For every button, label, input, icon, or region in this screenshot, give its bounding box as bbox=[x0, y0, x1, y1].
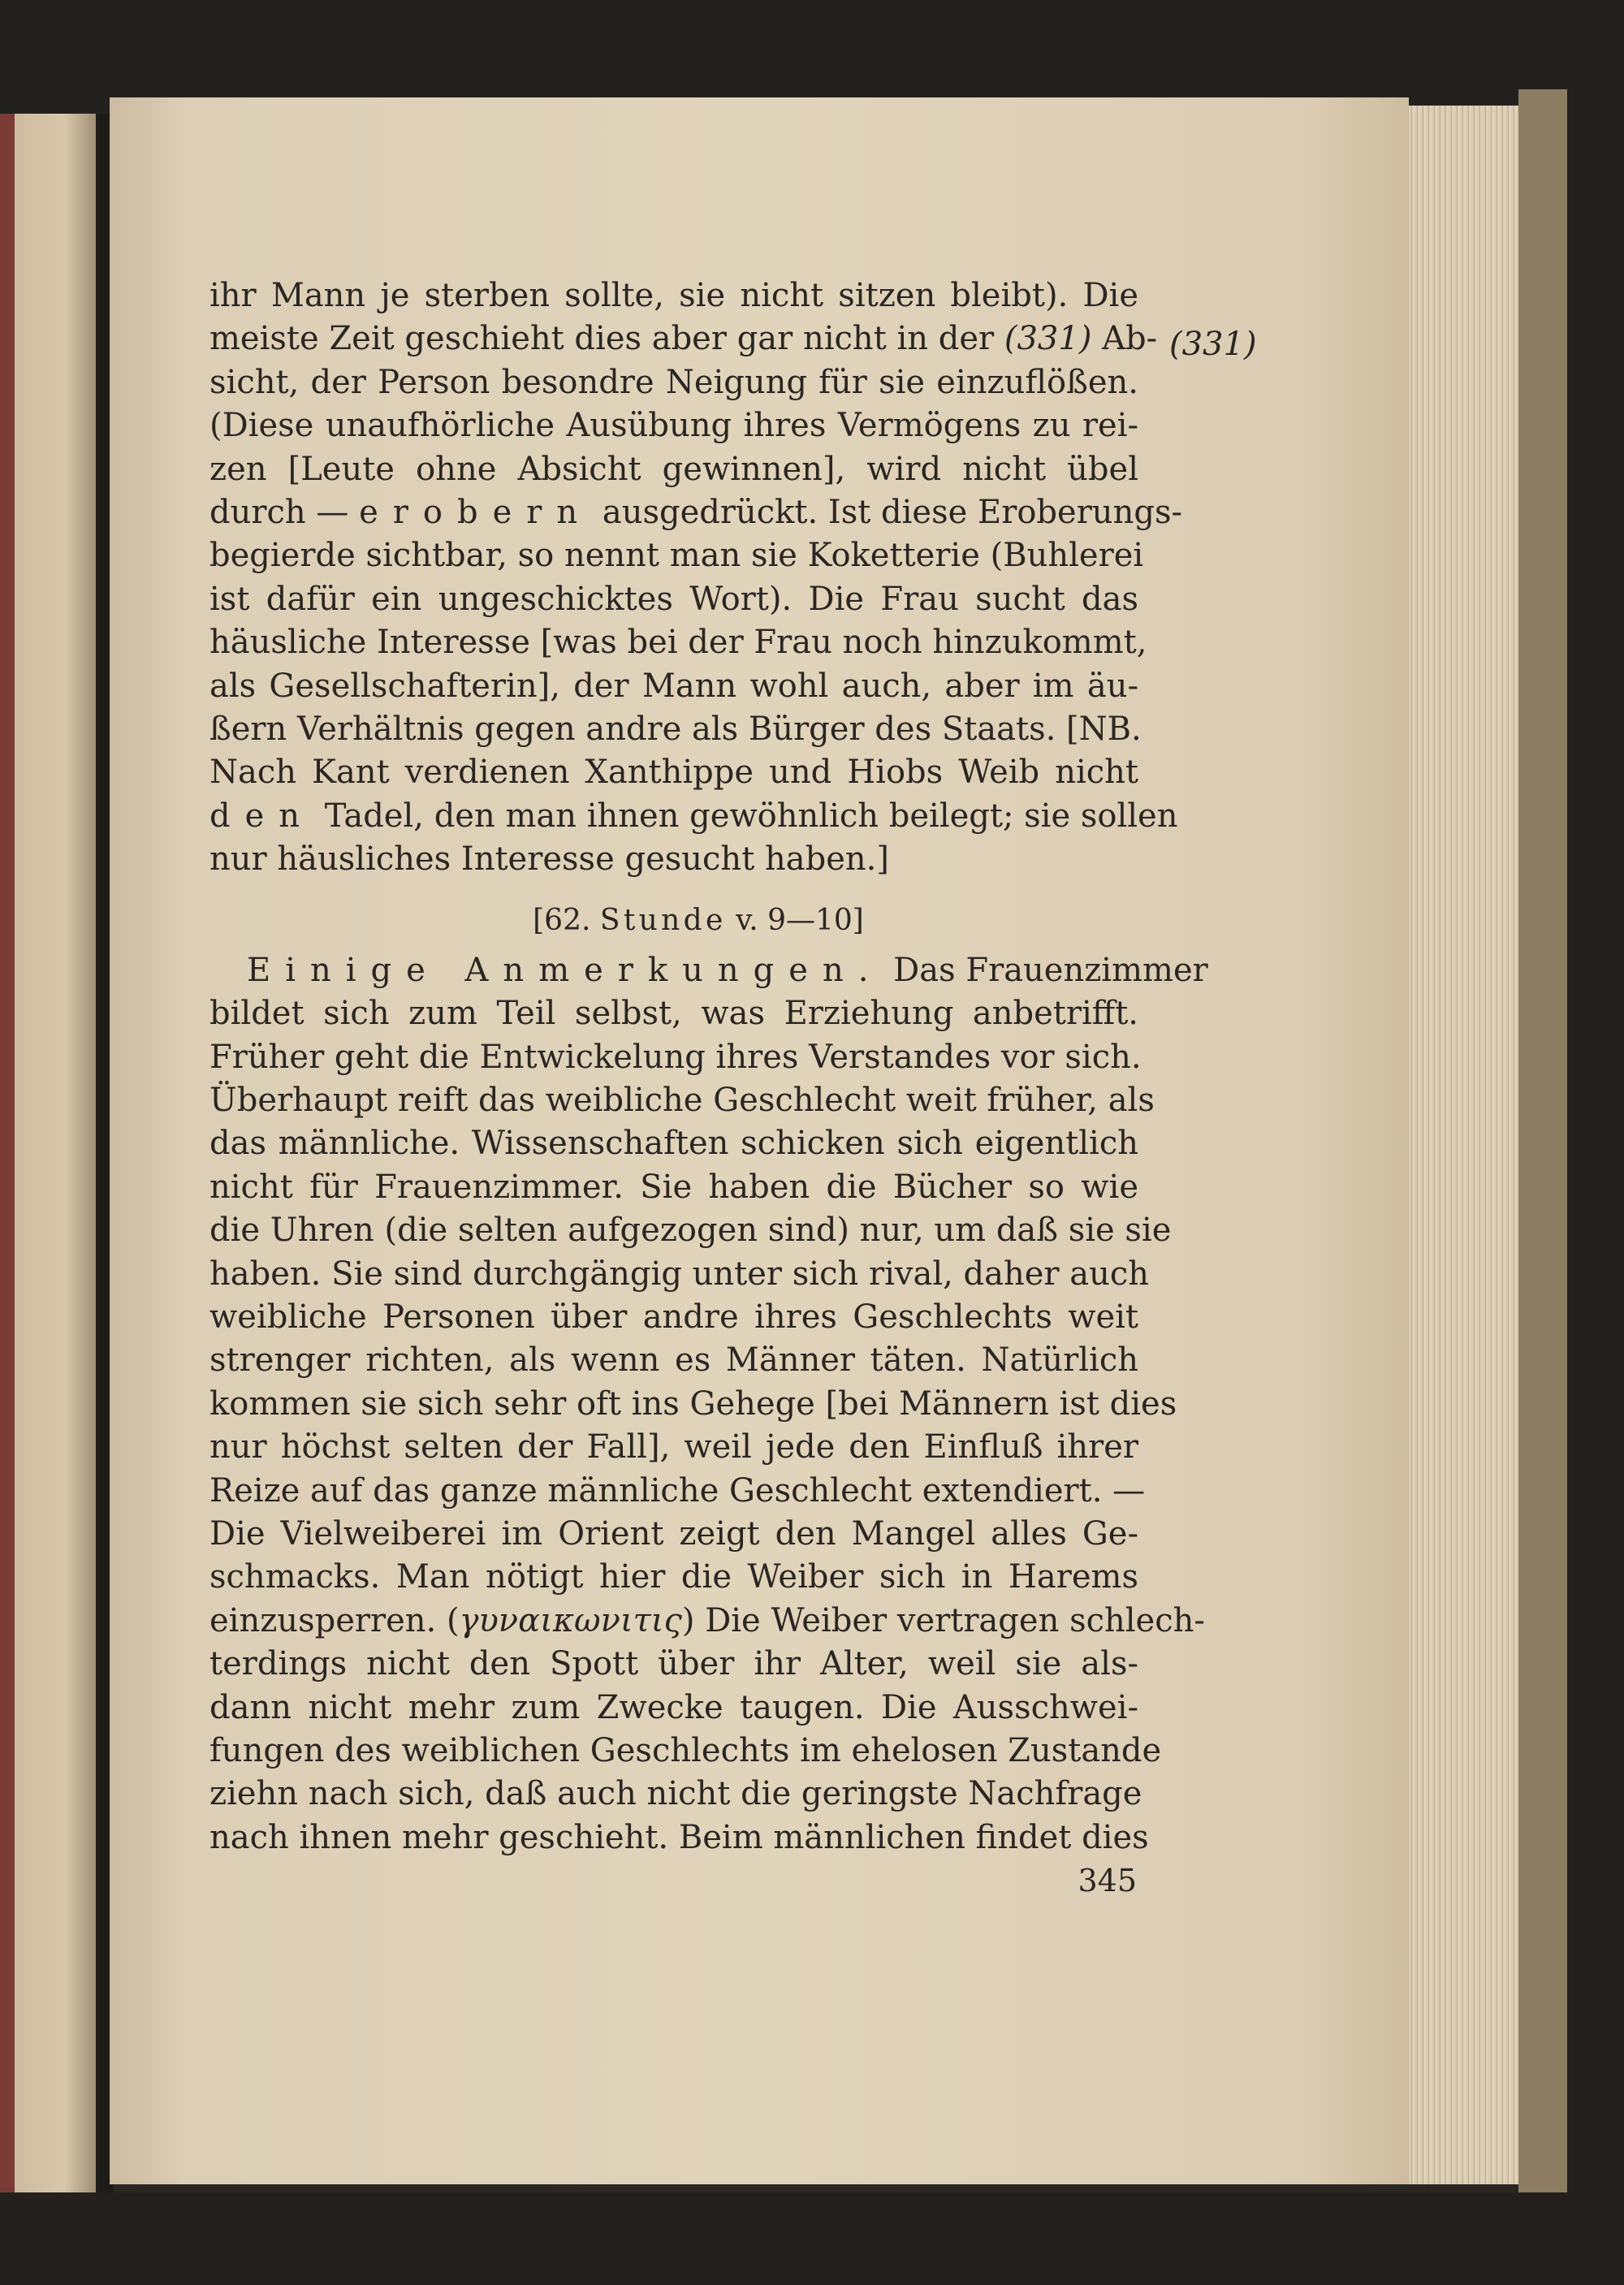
spaced-emphasis: den bbox=[209, 797, 315, 835]
page-number: 345 bbox=[1078, 1863, 1137, 1898]
book-cover-edge-right bbox=[1518, 89, 1567, 2201]
text-line: dann nicht mehr zum Zwecke taugen. Die Ausschwei- bbox=[209, 1688, 1138, 1726]
text-line: Früher geht die Entwickelung ihres Verstandes vor sich. bbox=[209, 1038, 1142, 1076]
text-line: Nach Kant verdienen Xanthippe und Hiobs Weib nicht bbox=[209, 754, 1138, 792]
spaced-emphasis: erobern bbox=[359, 493, 593, 531]
inline-page-reference: (331) bbox=[1004, 320, 1092, 358]
text-line: einzusperren. (γυναικωνιτις) Die Weiber vertragen schlech- bbox=[209, 1601, 1205, 1639]
margin-page-reference: (331) bbox=[1169, 326, 1257, 363]
text-line: zen [Leute ohne Absicht gewinnen], wird nicht übel bbox=[209, 450, 1138, 488]
text-line: haben. Sie sind durchgängig unter sich rival, daher auch bbox=[209, 1255, 1150, 1293]
text-line: nach ihnen mehr geschieht. Beim männlichen findet dies bbox=[209, 1818, 1149, 1856]
scan-background-right bbox=[1567, 0, 1624, 2285]
book-cover-edge-left bbox=[0, 114, 15, 2209]
text-line: den Tadel, den man ihnen gewöhnlich beilegt; sie sollen bbox=[209, 797, 1178, 835]
section-heading: [62. Stunde v. 9—10] bbox=[533, 904, 864, 938]
text-line: kommen sie sich sehr oft ins Gehege [bei Männern ist dies bbox=[209, 1384, 1177, 1423]
text-line: Überhaupt reift das weibliche Geschlecht weit früher, als bbox=[209, 1082, 1155, 1120]
text-line: durch — erobern ausgedrückt. Ist diese Eroberungs- bbox=[209, 493, 1182, 531]
greek-word: γυναικωνιτις bbox=[459, 1601, 682, 1639]
spaced-emphasis: Einige Anmerkungen. bbox=[247, 951, 883, 989]
text-line: begierde sichtbar, so nennt man sie Koketterie (Buhlerei bbox=[209, 537, 1144, 575]
text-line: strenger richten, als wenn es Männer täten. Natürlich bbox=[209, 1341, 1138, 1380]
text-line: ist dafür ein ungeschicktes Wort). Die Frau sucht das bbox=[209, 580, 1138, 618]
text-line: ziehn nach sich, daß auch nicht die geringste Nachfrage bbox=[209, 1775, 1142, 1813]
text-line: schmacks. Man nötigt hier die Weiber sich in Harems bbox=[209, 1558, 1138, 1596]
facing-page-left bbox=[0, 114, 107, 2209]
text-line: fungen des weiblichen Geschlechts im ehelosen Zustande bbox=[209, 1731, 1162, 1769]
page-text bbox=[209, 274, 1208, 1860]
text-line: Die Vielweiberei im Orient zeigt den Mangel alles Ge- bbox=[209, 1514, 1138, 1553]
text-line: sicht, der Person besondre Neigung für sie einzuflößen. bbox=[209, 363, 1138, 401]
text-line: häusliche Interesse [was bei der Frau noch hinzukommt, bbox=[209, 624, 1147, 662]
text-line: Einige Anmerkungen. Das Frauenzimmer bbox=[247, 951, 1208, 989]
text-line: ihr Mann je sterben sollte, sie nicht sitzen bleibt). Die bbox=[209, 277, 1138, 314]
text-line: terdings nicht den Spott über ihr Alter, weil sie als- bbox=[209, 1645, 1138, 1683]
text-line: weibliche Personen über andre ihres Geschlechts weit bbox=[209, 1298, 1138, 1336]
text-line: nicht für Frauenzimmer. Sie haben die Bücher so wie bbox=[209, 1168, 1138, 1206]
text-line: ßern Verhältnis gegen andre als Bürger des Staats. [NB. bbox=[209, 710, 1142, 748]
text-line: bildet sich zum Teil selbst, was Erziehung anbetrifft. bbox=[209, 995, 1138, 1033]
page-edges-stack bbox=[1409, 106, 1518, 2184]
text-line: nur häusliches Interesse gesucht haben.] bbox=[209, 840, 889, 879]
text-line: als Gesellschafterin], der Mann wohl auch, aber im äu- bbox=[209, 667, 1138, 705]
text-line: Reize auf das ganze männliche Geschlecht extendiert. — bbox=[209, 1471, 1146, 1510]
scan-background-bottom bbox=[0, 2192, 1624, 2285]
text-line: das männliche. Wissenschaften schicken sich eigentlich bbox=[209, 1125, 1138, 1163]
text-line: meiste Zeit geschieht dies aber gar nicht in der (331) Ab- bbox=[209, 320, 1158, 358]
text-line: nur höchst selten der Fall], weil jede den Einfluß ihrer bbox=[209, 1428, 1138, 1466]
text-line: die Uhren (die selten aufgezogen sind) nur, um daß sie sie bbox=[209, 1212, 1172, 1250]
text-line: (Diese unaufhörliche Ausübung ihres Vermögens zu rei- bbox=[209, 407, 1138, 445]
